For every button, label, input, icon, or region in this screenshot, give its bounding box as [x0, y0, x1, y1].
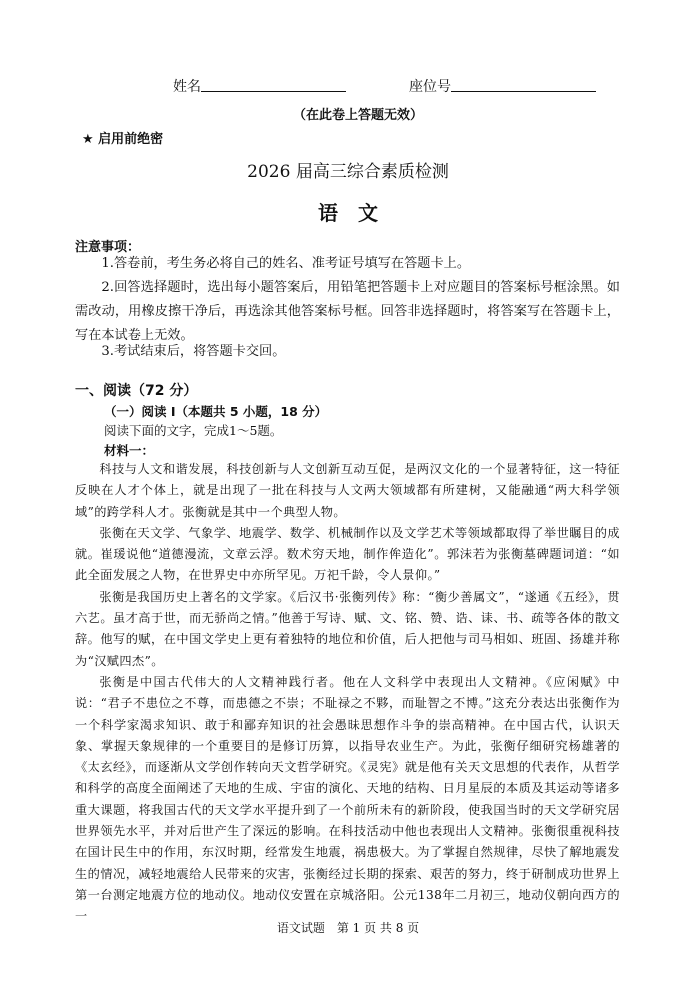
passage-paragraph: 张衡是我国历史上著名的文学家。《后汉书·张衡列传》称：“衡少善属文”，“遂通《五经》，贯六艺。虽才高于世，而无骄尚之情。”他善于写诗、赋、文、铭、赞、诰、诔、书、疏等各体的散文辞。他写的赋，在中国文学史上更有着独特的地位和价值，后人把他与司马相如、班固、扬雄并称为“汉赋四杰”。 [75, 589, 620, 668]
invalid-answer-note: （在此卷上答题无效） [292, 108, 423, 123]
subject-title: 语文 [318, 201, 398, 225]
seat-blank [451, 77, 596, 92]
passage-paragraph: 张衡是中国古代伟大的人文精神践行者。他在人文科学中表现出人文精神。《应闲赋》中说：“君子不患位之不尊，而患德之不崇；不耻禄之不夥，而耻智之不博。”这充分表达出张衡作为一个科学家渴求知识、敢于和鄙弃知识的社会愚昧思想作斗争的崇高精神。在中国古代，认识天象、掌握天象规律的一个重要目的是修订历算，以指导农业生产。为此，张衡仔细研究杨雄著的《太玄经》，而逐渐从文学创作转向天文哲学研究。《灵宪》就是他有关天文思想的代表作，从哲学和科学的高度全面阐述了天地的生成、宇宙的演化、天地的结构、日月星辰的本质及其运动等诸多重大课题，将我国古代的天文学水平提升到了一个前所未有的新阶段，使我国当时的天文学研究居世界领先水平，并对后世产生了深远的影响。在科技活动中他也表现出人文精神。张衡很重视科技在国计民生中的作用，东汉时期，经常发生地震，祸患极大。为了掌握自然规律，尽快了解地震发生的情况，减轻地震给人民带来的灾害，张衡经过长期的探索、艰苦的努力，终于研制成功世界上第一台测定地震方位的地动仪。地动仪安置在京城洛阳。公元138年二月初三，地动仪朝向西方的一 [75, 674, 620, 924]
reading-instruction: 阅读下面的文字，完成1～5题。 [104, 423, 283, 438]
name-blank [201, 77, 346, 92]
name-label: 姓名 [173, 79, 201, 95]
subsection-heading: （一）阅读 I（本题共 5 小题，18 分） [104, 404, 328, 419]
passage-paragraph: 张衡在天文学、气象学、地震学、数学、机械制作以及文学艺术等领域都取得了举世瞩目的成就。崔瑗说他“道德漫流，文章云浮。数术穷天地，制作侔造化”。郭沫若为张衡墓碑题词道：“如此全面发展之人物，在世界史中亦所罕见。万祀千龄，令人景仰。” [75, 525, 620, 583]
notice-item-3: 3.考试结束后，将答题卡交回。 [101, 344, 286, 359]
notice-item-2: 2.回答选择题时，选出每小题答案后，用铅笔把答题卡上对应题目的答案标号框涂黑。如需改动，用橡皮擦干净后，再选涂其他答案标号框。回答非选择题时，将答案写在答题卡上，写在本试卷上无效。 [75, 280, 620, 343]
candidate-info-row [173, 76, 596, 96]
section-heading: 一、阅读（72 分） [75, 383, 198, 399]
passage-paragraph: 科技与人文和谐发展，科技创新与人文创新互动互促，是两汉文化的一个显著特征，这一特征反映在人才个体上，就是出现了一批在科技与人文两大领域都有所建树，又能融通“两大科学领域”的跨学科人才。张衡就是其中一个典型人物。 [75, 462, 620, 519]
reading-passage [75, 459, 620, 928]
confidential-mark: ★ 启用前绝密 [82, 132, 164, 147]
notice-item-1: 1.答卷前，考生务必将自己的姓名、准考证号填写在答题卡上。 [101, 256, 471, 271]
material-label: 材料一： [104, 443, 155, 458]
notice-heading: 注意事项： [75, 240, 141, 255]
seat-label: 座位号 [409, 79, 451, 95]
exam-title: 2026 届高三综合素质检测 [247, 162, 449, 182]
page-footer: 语文试题 第 1 页 共 8 页 [276, 921, 420, 935]
